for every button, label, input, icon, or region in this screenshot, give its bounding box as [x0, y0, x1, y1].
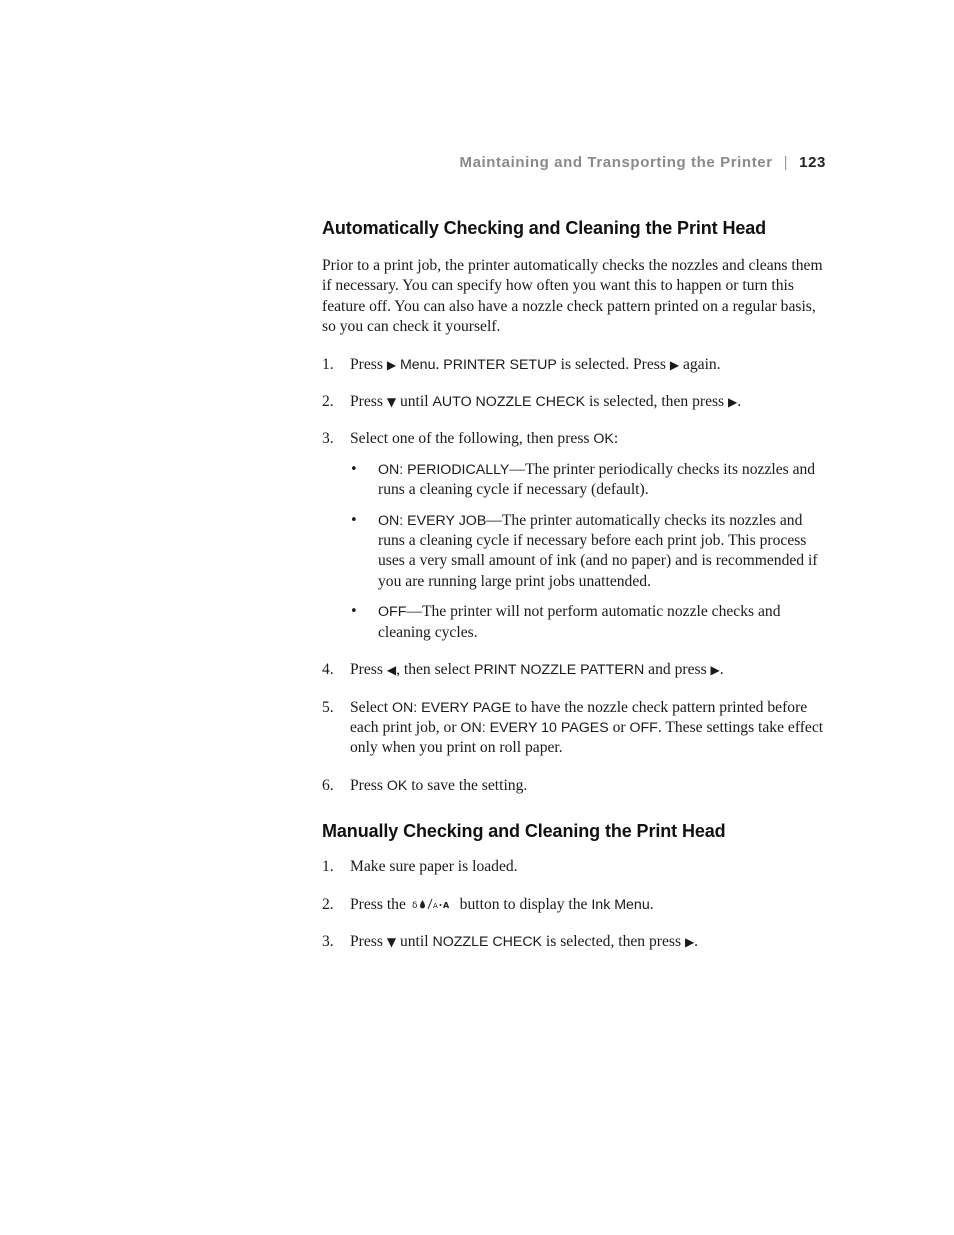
step-number: 2. [322, 895, 334, 913]
step-text: Press [350, 776, 387, 794]
step-text: , then select [396, 661, 475, 679]
step-number: 3. [322, 430, 334, 448]
step-text: again. [679, 355, 721, 373]
right-arrow-icon: ▶ [669, 357, 680, 372]
step-item [322, 776, 832, 796]
step-text: is selected. Press [556, 355, 670, 373]
svg-text:δ: δ [411, 900, 418, 911]
header-separator: | [783, 154, 789, 171]
chapter-title: Maintaining and Transporting the Printer [459, 154, 773, 171]
running-header [459, 154, 826, 171]
menu-label: PRINT NOZZLE PATTERN [474, 662, 645, 679]
right-arrow-icon: ▶ [728, 395, 738, 410]
step-text: until [396, 932, 433, 950]
down-arrow-icon: ▼ [386, 934, 397, 949]
manual-steps-list [322, 857, 832, 952]
step-item [322, 392, 832, 412]
step-text: Press the [350, 895, 410, 913]
svg-text:A: A [432, 901, 438, 910]
left-arrow-icon: ◀ [386, 663, 397, 678]
right-arrow-icon: ▶ [710, 663, 720, 678]
step-item [322, 355, 832, 375]
step-text: Press [350, 932, 387, 950]
option-label: ON: EVERY JOB [378, 512, 487, 529]
step-item [322, 660, 832, 680]
step-text: is selected, then press [585, 393, 729, 411]
step-text: : [613, 430, 619, 448]
step-number: 2. [322, 393, 334, 411]
step-text: until [396, 393, 433, 411]
step-text: . [737, 393, 742, 411]
menu-label: AUTO NOZZLE CHECK [432, 394, 586, 411]
step-text: and press [644, 661, 711, 679]
step-item [322, 429, 832, 643]
option-label: OFF [378, 604, 407, 621]
option-item [350, 511, 832, 593]
step-text: or [608, 718, 630, 736]
right-arrow-icon: ▶ [684, 934, 695, 949]
step-text: . [435, 355, 444, 373]
page-number: 123 [799, 154, 826, 171]
menu-label: OFF [629, 719, 658, 736]
step-item [322, 857, 832, 877]
option-text: —The printer will not perform automatic nozzle checks and cleaning cycles. [378, 603, 781, 641]
menu-label: PRINTER SETUP [443, 356, 557, 373]
menu-label: ON: EVERY 10 PAGES [460, 719, 609, 736]
step-text: Press [350, 661, 387, 679]
step-text: Press [350, 355, 387, 373]
step-number: 1. [322, 858, 334, 876]
step-text: Select [350, 698, 392, 716]
option-item [350, 602, 832, 643]
menu-label: NOZZLE CHECK [432, 933, 543, 950]
section-heading-auto: Automatically Checking and Cleaning the Print Head [322, 218, 767, 238]
step-text: Press [350, 393, 387, 411]
step-text: button to display the [455, 895, 592, 913]
step-text: . [694, 932, 699, 950]
bullet: • [350, 604, 358, 620]
right-arrow-icon: ▶ [386, 357, 397, 372]
step-text: is selected, then press [542, 932, 685, 950]
step-number: 3. [322, 932, 334, 950]
menu-label: OK [593, 431, 614, 448]
menu-label: OK [386, 777, 408, 794]
menu-label: ON: EVERY PAGE [392, 699, 512, 716]
auto-steps-list [322, 355, 832, 797]
step-number: 5. [322, 698, 334, 716]
ink-cleaning-button-icon [412, 897, 454, 911]
step-text: Select one of the following, then press [350, 430, 594, 448]
step-text: . [649, 895, 654, 913]
step-item [322, 932, 832, 952]
bullet: • [350, 512, 358, 528]
step-number: 6. [322, 776, 334, 794]
svg-text:A: A [442, 900, 449, 910]
option-text: —The printer automatically checks its nozzles and runs a cleaning cycle if necessary before each print job. This process uses a very small amount of ink (and no paper) and is recommended if you are running large print jobs unattended. [378, 511, 818, 590]
option-text: —The printer periodically checks its nozzles and runs a cleaning cycle if necessary (default). [378, 460, 816, 499]
step-text: . These settings take effect only when you print on roll paper. [350, 718, 824, 757]
page-content [322, 218, 832, 952]
down-arrow-icon: ▼ [386, 395, 397, 410]
menu-label: Menu [399, 356, 436, 373]
step-text: . [719, 661, 724, 679]
step-number: 4. [322, 661, 334, 679]
option-item [350, 460, 832, 501]
option-label: ON: PERIODICALLY [378, 461, 510, 478]
step-text: to save the setting. [407, 776, 528, 794]
intro-paragraph: Prior to a print job, the printer automatically checks the nozzles and cleans them if necessary. You can specify how often you want this to happen or turn this feature off. You can also have a nozzle check pattern printed on a regular basis, so you can check it yourself. [322, 257, 823, 336]
step-item [322, 698, 832, 759]
step-item [322, 895, 832, 915]
menu-label: Ink Menu [591, 896, 650, 913]
step-number: 1. [322, 355, 334, 373]
step-text: Make sure paper is loaded. [350, 858, 518, 876]
option-list [350, 460, 832, 643]
section-heading-manual: Manually Checking and Cleaning the Print Head [322, 821, 726, 842]
bullet: • [350, 461, 358, 477]
step-text: to have the nozzle check pattern printed before each print job, or [350, 698, 808, 736]
